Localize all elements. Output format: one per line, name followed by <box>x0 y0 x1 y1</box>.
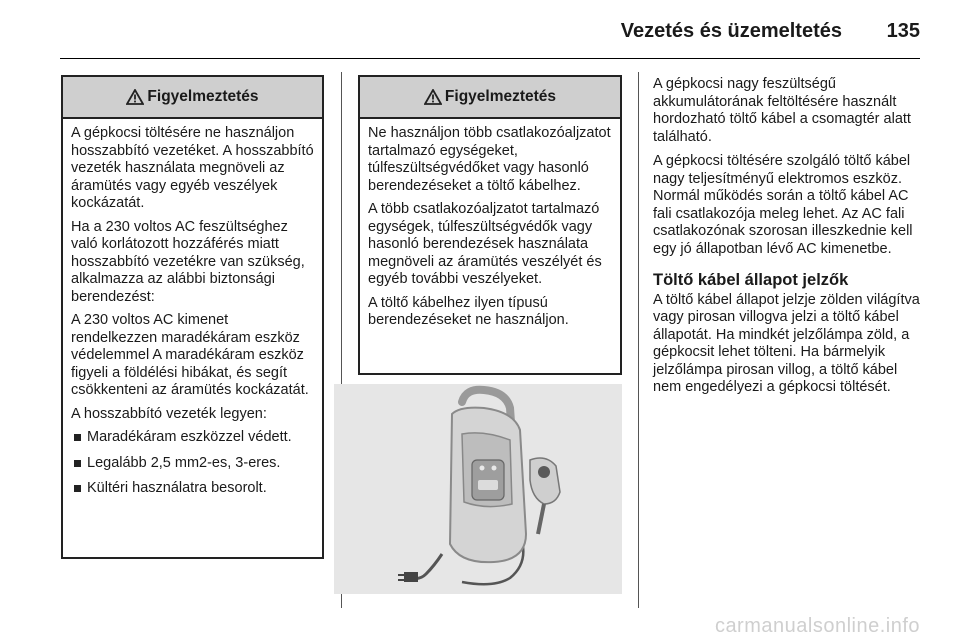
warning-header <box>63 77 322 119</box>
section-heading: Töltő kábel állapot jelzők <box>653 271 849 289</box>
warning-body <box>360 119 620 330</box>
portable-charger-icon <box>334 384 622 594</box>
watermark: carmanualsonline.info <box>714 615 920 637</box>
warning-paragraph: Ha a 230 voltos AC feszültséghez való korlátozott hozzáférés miatt hosszabbító vezetékre van szükség, alkalmazza az alábbi biztonsági berendezést: <box>71 218 305 305</box>
header-title: Vezetés és üzemeltetés <box>620 20 842 42</box>
warning-paragraph: A hosszabbító vezeték legyen: <box>71 405 267 422</box>
warning-header <box>360 77 620 119</box>
bullet-item: Legalább 2,5 mm2-es, 3-eres. <box>71 455 314 473</box>
warning-paragraph: A több csatlakozóaljzatot tartalmazó egységek, túlfeszültségvédők vagy hasonló berendezések használata megnöveli az áramütés veszélyét és egyéb további veszélyeket. <box>368 201 602 287</box>
charger-illustration <box>334 384 622 594</box>
warning-paragraph: A 230 voltos AC kimenet rendelkezzen maradékáram eszköz védelemmel A maradékáram eszköz figyeli a földélési hibákat, és segít csökkenteni az áramütés kockázatát. <box>71 312 309 398</box>
column-divider-right <box>638 72 639 608</box>
warning-paragraph: A gépkocsi töltésére ne használjon hosszabbító vezetéket. A hosszabbító vezeték használata megnöveli az áramütés vagy egyéb veszélyek kockázatát. <box>71 125 314 211</box>
warning-title: Figyelmeztetés <box>444 88 557 105</box>
bullet-item: Kültéri használatra besorolt. <box>71 480 314 498</box>
warning-title: Figyelmeztetés <box>147 88 259 105</box>
warning-box-extension-cord <box>61 75 324 559</box>
warning-paragraph: Ne használjon több csatlakozóaljzatot tartalmazó egységeket, túlfeszültségvédőket vagy hasonló berendezéseket a töltő kábelhez. <box>368 125 611 194</box>
right-column-text <box>653 76 923 404</box>
page-header <box>0 0 960 60</box>
body-paragraph: A töltő kábel állapot jelzje zölden világítva vagy pirosan villogva jelzi a töltő kábel állapotát. Ha mindkét jelzőlámpa zöld, a gépkocsit lehet tölteni. Ha bármelyik jelzőlámpa pirosan villog, a töltő kábel nem engedélyezi a gépkocsi töltését. <box>653 291 920 395</box>
header-rule <box>60 58 920 59</box>
bullet-item: Maradékáram eszközzel védett. <box>71 429 314 447</box>
warning-triangle-icon <box>126 89 144 105</box>
body-paragraph: A gépkocsi töltésére szolgáló töltő kábel nagy teljesítményű elektromos eszköz. Normál működés során a töltő kábel AC fali csatlakozója meleg lehet. Az AC fali csatlakozónak szorosan illeszkednie kell egy jó állapotban lévő AC kimenetbe. <box>653 153 913 257</box>
warning-triangle-icon <box>424 89 442 105</box>
page-number: 135 <box>886 20 920 42</box>
warning-box-multi-outlet <box>358 75 622 375</box>
body-paragraph: A gépkocsi nagy feszültségű akkumulátorának feltöltésére használt hordozható töltő kábel a csomagtér alatt található. <box>653 76 911 145</box>
warning-body <box>63 119 322 498</box>
warning-paragraph: A töltő kábelhez ilyen típusú berendezéseket ne használjon. <box>368 294 569 328</box>
